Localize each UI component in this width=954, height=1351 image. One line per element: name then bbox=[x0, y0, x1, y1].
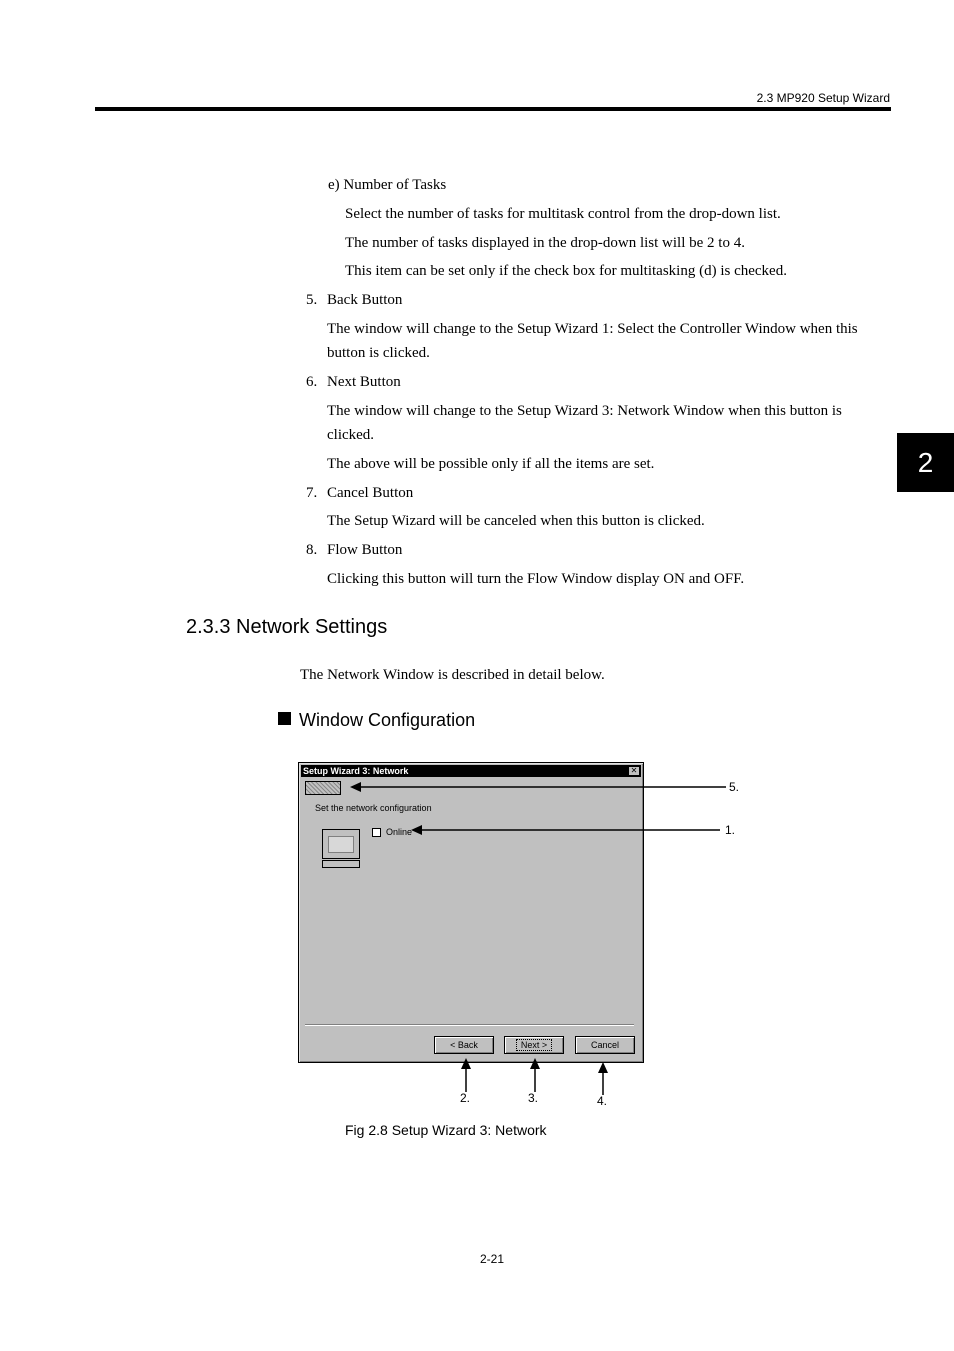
item-e-line: The number of tasks displayed in the drop-down list will be 2 to 4. bbox=[345, 235, 745, 251]
list-item-title: Cancel Button bbox=[327, 485, 414, 501]
arrow-5-head bbox=[350, 782, 361, 792]
list-item-title: Back Button bbox=[327, 292, 403, 308]
item-e-title: e) Number of Tasks bbox=[328, 177, 447, 193]
item-e-line: This item can be set only if the check box for multitasking (d) is checked. bbox=[345, 263, 787, 279]
arrow-1-head bbox=[411, 825, 422, 835]
section-heading: 2.3.3 Network Settings bbox=[186, 616, 388, 638]
section-intro: The Network Window is described in detail below. bbox=[300, 667, 605, 683]
list-item-line: The window will change to the Setup Wizard 1: Select the Controller Window when this bbox=[327, 321, 858, 337]
callout-1: 1. bbox=[725, 823, 736, 837]
online-label: Online bbox=[386, 827, 413, 837]
list-item-line: clicked. bbox=[327, 427, 375, 443]
list-item-line: The Setup Wizard will be canceled when this button is clicked. bbox=[327, 513, 705, 529]
callout-2: 2. bbox=[460, 1091, 471, 1105]
list-item-title: Flow Button bbox=[327, 542, 403, 558]
list-item-line: The window will change to the Setup Wizard 3: Network Window when this button is bbox=[327, 403, 842, 419]
item-e-line: Select the number of tasks for multitask control from the drop-down list. bbox=[345, 206, 781, 222]
list-item-title: Next Button bbox=[327, 374, 401, 390]
chapter-tab: 2 bbox=[897, 433, 954, 492]
figure-caption: Fig 2.8 Setup Wizard 3: Network bbox=[345, 1122, 547, 1138]
close-icon[interactable]: ✕ bbox=[628, 766, 640, 776]
list-item-number: 7. bbox=[306, 485, 318, 501]
callout-3: 3. bbox=[528, 1091, 539, 1105]
back-button[interactable]: < Back bbox=[434, 1036, 494, 1054]
arrow-4-head bbox=[598, 1062, 608, 1073]
list-item-number: 8. bbox=[306, 542, 318, 558]
dialog-title-bar: Setup Wizard 3: Network bbox=[301, 765, 641, 777]
callout-4: 4. bbox=[597, 1094, 608, 1108]
subheading-text: Window Configuration bbox=[299, 710, 476, 730]
arrow-3-head bbox=[530, 1058, 540, 1069]
list-item-number: 5. bbox=[306, 292, 318, 308]
list-item-number: 6. bbox=[306, 374, 318, 390]
list-item-line: button is clicked. bbox=[327, 345, 430, 361]
list-item-line: The above will be possible only if all the items are set. bbox=[327, 456, 655, 472]
cancel-button[interactable]: Cancel bbox=[575, 1036, 635, 1054]
arrow-2-head bbox=[461, 1058, 471, 1069]
callout-5: 5. bbox=[729, 780, 740, 794]
page-number: 2-21 bbox=[480, 1252, 505, 1266]
running-header: 2.3 MP920 Setup Wizard bbox=[756, 91, 890, 105]
network-config-label: Set the network configuration bbox=[315, 803, 432, 813]
next-button-label: Next > bbox=[517, 1040, 551, 1050]
list-item-line: Clicking this button will turn the Flow Window display ON and OFF. bbox=[327, 571, 745, 587]
